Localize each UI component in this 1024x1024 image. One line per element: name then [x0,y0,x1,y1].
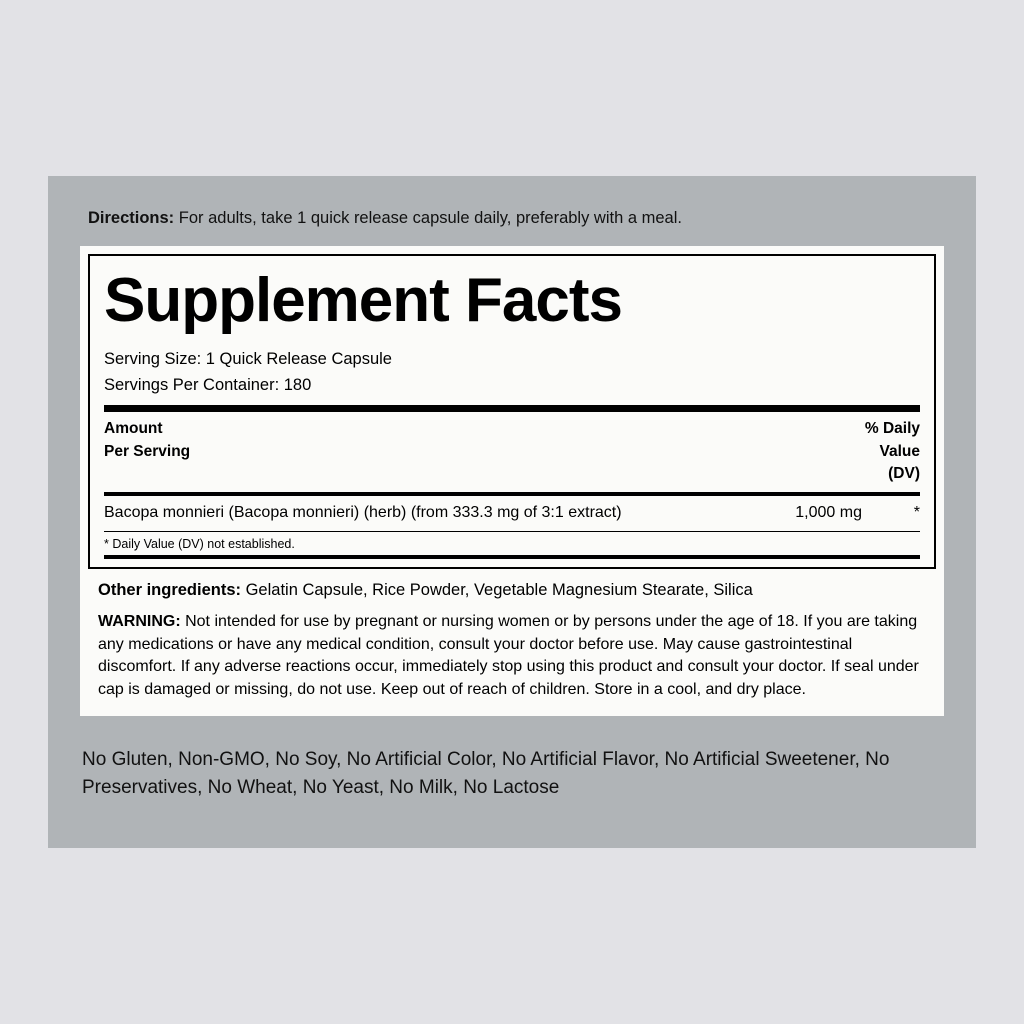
amount-per-serving-header [104,418,190,463]
directions-label: Directions: [88,209,175,227]
dv-header-line3: (DV) [888,465,920,483]
other-ingredients-body: Gelatin Capsule, Rice Powder, Vegetable Magnesium Stearate, Silica [241,580,753,599]
ingredient-amount: 1,000 mg [795,503,862,521]
supplement-facts-table [88,254,936,569]
other-ingredients-text [80,569,944,601]
divider-thick-top [104,405,920,412]
product-claims-text: No Gluten, Non-GMO, No Soy, No Artificial Color, No Artificial Flavor, No Artificial Sweetener, No Preservatives, No Wheat, No Yeast, No Milk, No Lactose [82,749,890,798]
dv-header-line2: Value [879,442,920,460]
table-row [104,496,920,531]
amount-header-line2: Per Serving [104,442,191,460]
warning-label: WARNING: [98,612,181,630]
other-ingredients-label: Other ingredients: [98,580,242,599]
daily-value-footnote: * Daily Value (DV) not established. [104,536,295,551]
directions-body: For adults, take 1 quick release capsule daily, preferably with a meal. [174,209,682,227]
supplement-facts-card [80,246,944,716]
supplement-facts-title: Supplement Facts [104,266,622,335]
directions-text [88,208,936,229]
ingredient-name: Bacopa monnieri (Bacopa monnieri) (herb) (from 333.3 mg of 3:1 extract) [104,503,622,521]
serving-size: Serving Size: 1 Quick Release Capsule [104,350,392,369]
servings-per-container: Servings Per Container: 180 [104,375,312,394]
table-header-row [104,412,920,491]
warning-text [80,601,944,716]
divider-med-bottom [104,555,920,559]
ingredient-daily-value: * [913,503,920,521]
dv-header-line1: % Daily [864,420,920,438]
amount-header-line1: Amount [104,420,163,438]
daily-value-header [865,418,920,485]
warning-body: Not intended for use by pregnant or nursing women or by persons under the age of 18. If you are taking any medications or have any medical condition, consult your doctor before use. May cause gastrointestinal discomfort. If any adverse reactions occur, immediately stop using this product and consult your doctor. If seal under cap is damaged or missing, do not use. Keep out of reach of children. Store in a cool, and dry place. [98,612,919,699]
label-panel [48,176,976,848]
